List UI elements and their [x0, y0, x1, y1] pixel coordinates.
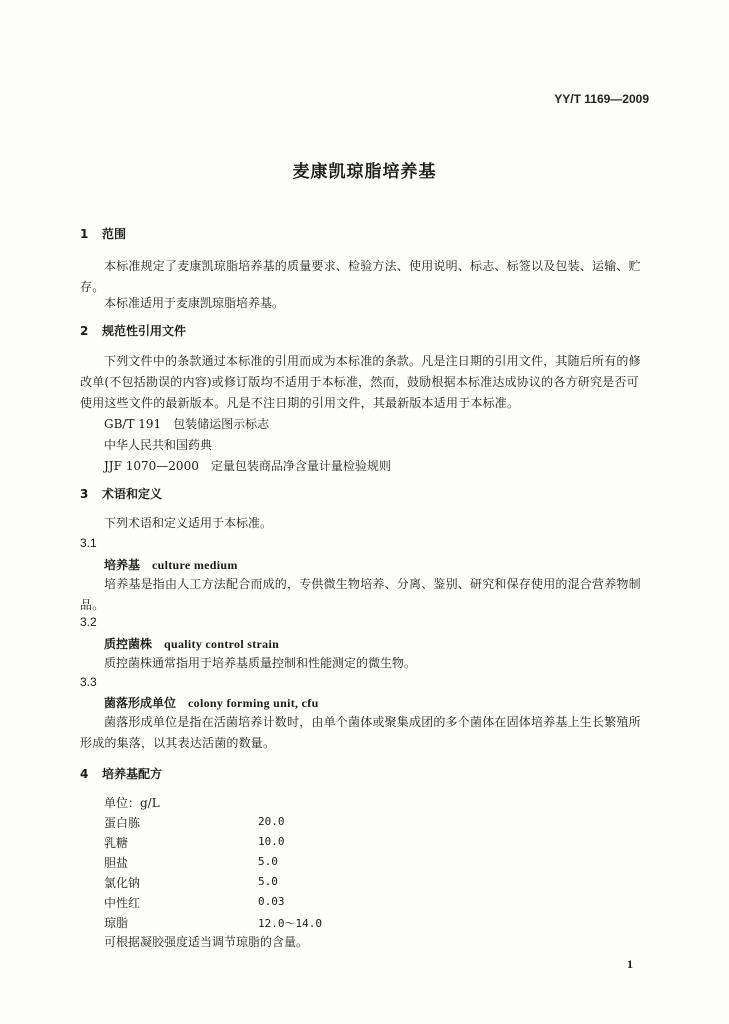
section-title: 范围	[102, 227, 127, 241]
term-zh: 培养基	[104, 558, 141, 572]
ingredient-name: 琼脂	[104, 916, 129, 930]
section-number: 1	[80, 227, 89, 241]
ingredient-name: 蛋白胨	[104, 816, 141, 830]
page-number: 1	[627, 957, 633, 971]
term-zh: 质控菌株	[104, 637, 153, 651]
term-3-2-definition: 质控菌株通常指用于培养基质量控制和性能测定的微生物。	[104, 656, 417, 670]
standard-number: YY/T 1169—2009	[554, 92, 649, 106]
section-2-heading	[80, 322, 186, 339]
ingredient-amount: 10.0	[258, 835, 285, 848]
reference-3: JJF 1070—2000 定量包装商品净含量计量检验规则	[104, 459, 391, 473]
reference-1: GB/T 191 包装储运图示标志	[104, 417, 270, 431]
ingredient-name: 中性红	[104, 896, 141, 910]
document-title: 麦康凯琼脂培养基	[292, 162, 437, 182]
term-3-1-number: 3.1	[80, 536, 97, 550]
term-3-3-definition: 菌落形成单位是指在活菌培养计数时，由单个菌体或聚集成团的多个菌体在固体培养基上生长繁殖所形成的集落，以其表达活菌的数量。	[80, 715, 641, 750]
section-2-paragraph-1: 下列文件中的条款通过本标准的引用而成为本标准的条款。凡是注日期的引用文件，其随后所有的修改单(不包括勘误的内容)或修订版均不适用于本标准，然而，鼓励根据本标准达成协议的各方研究是否可使用这些文件的最新版本。凡是不注日期的引用文件，其最新版本适用于本标准。	[80, 354, 641, 410]
term-zh: 菌落形成单位	[104, 696, 177, 710]
section-title: 术语和定义	[102, 487, 163, 501]
section-1-paragraph-2: 本标准适用于麦康凯琼脂培养基。	[104, 296, 285, 310]
ingredient-name: 氯化钠	[104, 876, 141, 890]
ingredient-amount: 20.0	[258, 815, 285, 828]
section-3-heading	[80, 485, 162, 502]
term-en: colony forming unit, cfu	[188, 696, 319, 710]
ingredient-name: 乳糖	[104, 836, 129, 850]
section-1-paragraph-1: 本标准规定了麦康凯琼脂培养基的质量要求、检验方法、使用说明、标志、标签以及包装、运输、贮存。	[80, 259, 641, 294]
term-3-1-definition: 培养基是指由人工方法配合而成的，专供微生物培养、分离、鉴别、研究和保存使用的混合营养物制品。	[80, 577, 641, 612]
section-number: 4	[80, 767, 89, 781]
term-en: culture medium	[152, 558, 238, 572]
ingredient-name: 胆盐	[104, 856, 129, 870]
term-3-3	[104, 694, 319, 711]
term-3-3-number: 3.3	[80, 675, 97, 689]
formula-note: 可根据凝胶强度适当调节琼脂的含量。	[104, 935, 309, 949]
section-number: 2	[80, 324, 89, 338]
section-number: 3	[80, 487, 89, 501]
reference-2: 中华人民共和国药典	[104, 438, 213, 452]
section-title: 规范性引用文件	[102, 324, 187, 338]
term-3-1	[104, 556, 238, 573]
section-title: 培养基配方	[102, 767, 163, 781]
ingredient-amount: 12.0～14.0	[258, 917, 322, 930]
ingredient-amount: 0.03	[258, 895, 285, 908]
ingredient-amount: 5.0	[258, 855, 278, 868]
section-3-intro: 下列术语和定义适用于本标准。	[104, 516, 273, 530]
term-en: quality control strain	[164, 637, 280, 651]
formula-unit: 单位：g/L	[104, 796, 160, 810]
section-4-heading	[80, 765, 162, 782]
term-3-2	[104, 635, 279, 652]
term-3-2-number: 3.2	[80, 615, 97, 629]
section-1-heading	[80, 225, 126, 242]
ingredient-amount: 5.0	[258, 875, 278, 888]
